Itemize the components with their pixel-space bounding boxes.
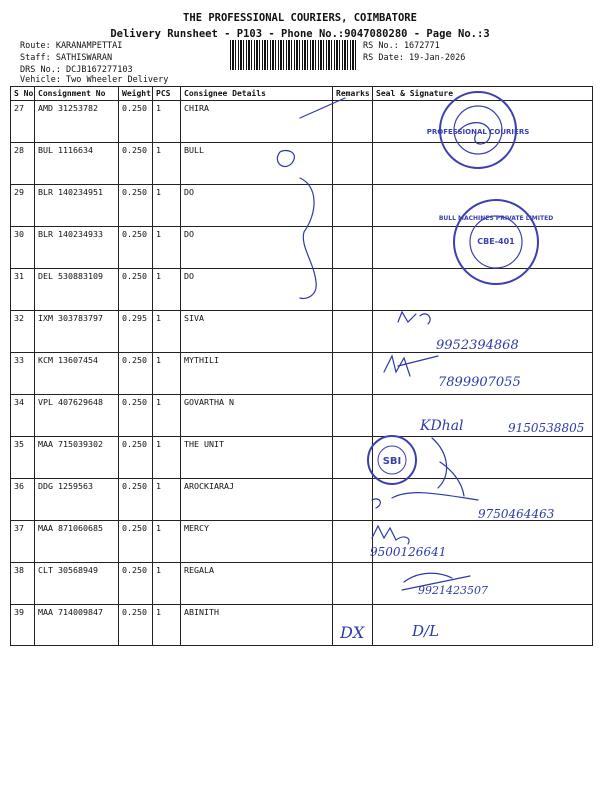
stamp-3-text: SBI [382,456,402,467]
cell-consignment: CLT 30568949 [35,563,119,605]
cell-consignee: MYTHILI [181,353,333,395]
cell-pcs: 1 [153,269,181,311]
cell-weight: 0.250 [119,521,153,563]
cell-consignment: AMD 31253782 [35,101,119,143]
scribble-mark [277,98,345,298]
cell-consignment: MAA 714009847 [35,605,119,646]
cell-pcs: 1 [153,143,181,185]
cell-consignment: VPL 407629648 [35,395,119,437]
initial-1: KDhal [420,418,464,434]
signature-the-unit [432,438,464,496]
cell-pcs: 1 [153,479,181,521]
cell-consignee: DO [181,185,333,227]
cell-consignee: BULL [181,143,333,185]
cell-weight: 0.250 [119,563,153,605]
cell-consignee: ABINITH [181,605,333,646]
vehicle-label: Vehicle: Two Wheeler Delivery [20,75,169,85]
cell-sno: 36 [11,479,35,521]
cell-weight: 0.250 [119,353,153,395]
rs-date: RS Date: 19-Jan-2026 [363,53,466,63]
cell-pcs: 1 [153,605,181,646]
cell-weight: 0.250 [119,437,153,479]
phone-5: 9500126641 [370,545,447,559]
bank-stamp [368,436,416,484]
cell-sno: 37 [11,521,35,563]
cell-sno: 30 [11,227,35,269]
runsheet-title: Delivery Runsheet - P103 - Phone No.:9047080280 - Page No.:3 [110,28,490,40]
cell-weight: 0.250 [119,395,153,437]
cell-weight: 0.250 [119,605,153,646]
col-header-sno: S No [11,87,35,101]
cell-pcs: 1 [153,101,181,143]
cell-consignee: DO [181,269,333,311]
mark-1: DX [340,623,365,642]
cell-weight: 0.250 [119,143,153,185]
route-label: Route: KARANAMPETTAI [20,41,123,51]
cell-sno: 33 [11,353,35,395]
cell-weight: 0.250 [119,269,153,311]
signature-arockiaraj [372,493,478,508]
cell-pcs: 1 [153,353,181,395]
company-stamp-2 [439,200,553,284]
cell-weight: 0.295 [119,311,153,353]
cell-consignee: GOVARTHA N [181,395,333,437]
stamp-2-text: BULL MACHINES PRIVATE LIMITED [438,215,554,222]
cell-sno: 38 [11,563,35,605]
cell-sno: 39 [11,605,35,646]
cell-pcs: 1 [153,185,181,227]
col-header-pcs: PCS [153,87,181,101]
phone-3: 9150538805 [508,421,585,435]
cell-consignment: IXM 303783797 [35,311,119,353]
col-header-consignment: Consignment No [35,87,119,101]
cell-sno: 28 [11,143,35,185]
cell-sno: 34 [11,395,35,437]
cell-consignment: BUL 1116634 [35,143,119,185]
stamp-2-code: CBE-401 [477,237,515,246]
cell-pcs: 1 [153,437,181,479]
phone-6: 9921423507 [418,584,488,597]
cell-weight: 0.250 [119,227,153,269]
cell-sno: 27 [11,101,35,143]
signature-mythili [384,356,438,376]
staff-label: Staff: SATHISWARAN [20,53,113,63]
cell-weight: 0.250 [119,185,153,227]
cell-consignee: DO [181,227,333,269]
cell-consignment: BLR 140234951 [35,185,119,227]
cell-consignee: THE UNIT [181,437,333,479]
cell-consignment: DEL 530883109 [35,269,119,311]
cell-consignee: REGALA [181,563,333,605]
cell-consignment: KCM 13607454 [35,353,119,395]
drs-number: DRS No.: DCJB167277103 [20,65,133,75]
rs-number: RS No.: 1672771 [363,41,440,51]
cell-pcs: 1 [153,227,181,269]
company-title: THE PROFESSIONAL COURIERS, COIMBATORE [183,12,417,24]
signature-mercy [372,526,409,544]
cell-pcs: 1 [153,521,181,563]
col-header-weight: Weight [119,87,153,101]
col-header-remarks: Remarks [333,87,373,101]
cell-pcs: 1 [153,395,181,437]
col-header-consignee: Consignee Details [181,87,333,101]
company-stamp-1 [427,92,530,168]
cell-sno: 32 [11,311,35,353]
cell-consignment: BLR 140234933 [35,227,119,269]
cell-consignment: MAA 715039302 [35,437,119,479]
mark-2: D/L [412,622,440,640]
cell-weight: 0.250 [119,101,153,143]
cell-pcs: 1 [153,563,181,605]
phone-1: 9952394868 [436,338,519,353]
cell-consignee: MERCY [181,521,333,563]
col-header-signature: Seal & Signature [373,87,593,101]
stamp-1-text: PROFESSIONAL COURIERS [426,128,530,136]
cell-consignment: DDG 1259563 [35,479,119,521]
cell-sno: 35 [11,437,35,479]
cell-consignee: SIVA [181,311,333,353]
cell-weight: 0.250 [119,479,153,521]
cell-pcs: 1 [153,311,181,353]
signature-siva [398,312,430,324]
cell-consignee: AROCKIARAJ [181,479,333,521]
cell-sno: 29 [11,185,35,227]
cell-consignee: CHIRA [181,101,333,143]
cell-consignment: MAA 871060685 [35,521,119,563]
phone-2: 7899907055 [438,375,521,390]
cell-sno: 31 [11,269,35,311]
phone-4: 9750464463 [478,507,555,521]
